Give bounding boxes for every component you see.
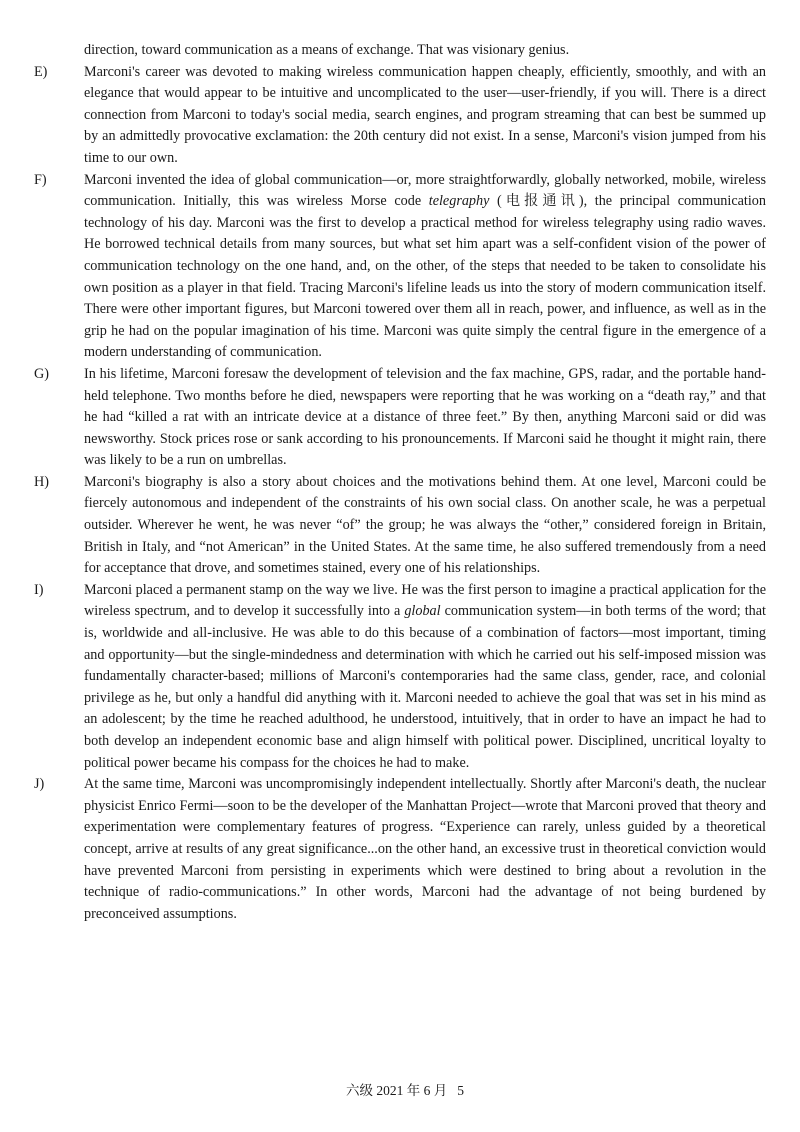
paragraph-label: F) [34, 171, 47, 188]
paragraph-label: J) [34, 776, 45, 793]
paragraph-text: Marconi's career was devoted to making wireless communication happen cheaply, efficiently, smoothly, and with an elegance that would appear to be intuitive and uncomplicated to the user—user-friendly, if you will. There is a direct connection from Marconi to today's social media, search engines, and program streaming that can best be summed up by an admittedly provocative exclamation: the 20th century did not exist. In a sense, Marconi's vision jumped from his time to our own. [84, 63, 766, 166]
page-footer [0, 1080, 800, 1102]
paragraph-label: G) [34, 365, 49, 382]
article-body [34, 40, 766, 925]
text-part: Marconi invented the idea of global communication—or, more straightforwardly, globally networked, mobile, wireless communication. Initially, this was wireless Morse code [84, 171, 766, 210]
paragraph-h [34, 472, 766, 580]
paragraph-g [34, 364, 766, 472]
paragraph-f [34, 170, 766, 364]
intro-fragment: direction, toward communication as a means of exchange. That was visionary genius. [84, 42, 570, 58]
text-part: communication system—in both terms of the word; that is, worldwide and all-inclusive. He was able to do this because of a combination of factors—most important, timing and opportunity—but the single-mindedness and determination with which he carried out his self-imposed mission was fundamentally character-based; millions of Marconi's contemporaries had the same class, gender, race, and colonial privilege as he, but only a handful did anything with it. Marconi needed to achieve the goal that was set in his mind as an adolescent; by the time he reached adulthood, he understood, intuitively, that in order to have an impact he had to both develop an independent economic base and align himself with political power. Disciplined, uncritical loyalty to political power became his compass for the choices he had to make. [84, 603, 766, 771]
paragraph-text [84, 580, 766, 774]
paragraph-label: H) [34, 473, 49, 490]
italic-term: telegraphy [428, 193, 490, 210]
exam-label: 六级 2021 年 6 月 [346, 1083, 448, 1098]
paragraph-e [34, 62, 766, 170]
paragraph-text: Marconi's biography is also a story about choices and the motivations behind them. At one level, Marconi could be fiercely autonomous and independent of the constraints of his own social class. On another scale, he was a perpetual outsider. Wherever he went, he was never “of” the group; he was always the “other,” considered foreign in Britain, British in Italy, and “not American” in the United States. At the same time, he also suffered tremendously from a need for acceptance that drove, and sometimes stained, every one of his relationships. [84, 473, 766, 577]
paragraph-text [84, 170, 766, 364]
paragraph-label: E) [34, 63, 48, 80]
paragraph-text: At the same time, Marconi was uncompromisingly independent intellectually. Shortly after Marconi's death, the nuclear physicist Enrico Fermi—soon to be the developer of the Manhattan Project—wrote that Marconi proved that theory and experimentation were complementary features of progress. “Experience can rarely, unless guided by a theoretical concept, arrive at results of any great significance...on the other hand, an excessive trust in theoretical conviction would have prevented Marconi from persisting in experiments which were destined to bring about a revolution in the technique of radio-communications.” In other words, Marconi had the advantage of not being burdened by preconceived assumptions. [84, 776, 766, 922]
paragraph-label: I) [34, 581, 44, 598]
paragraph-i [34, 580, 766, 774]
text-part: Marconi placed a permanent stamp on the way we live. He was the first person to imagine a practical application for the wireless spectrum, and to develop it successfully into a [84, 581, 766, 620]
page-number: 5 [457, 1083, 464, 1098]
paragraph-text: In his lifetime, Marconi foresaw the development of television and the fax machine, GPS, radar, and the portable hand-held telephone. Two months before he died, newspapers were reporting that he was working on a “death ray,” and that he had “killed a rat with an intricate device at a distance of three feet.” By then, anything Marconi said or did was newsworthy. Stock prices rose or sank according to his pronouncements. If Marconi said he thought it might rain, there was likely to be a run on umbrellas. [84, 365, 766, 469]
paragraph-j [34, 774, 766, 925]
text-part: (电报通讯), the principal communication technology of his day. Marconi was the first to develop a practical method for wireless telegraphy using radio waves. He borrowed technical details from many sources, but what set him apart was a self-confident vision of the power of communication technology on the one hand, and, on the other, of the steps that needed to be taken to consolidate his own position as a player in that field. Tracing Marconi's lifeline leads us into the story of modern communication itself. There were other important figures, but Marconi towered over them all in reach, power, and influence, as well as in the grip he had on the popular imagination of his time. Marconi was quite simply the central figure in the emergence of a modern understanding of communication. [84, 193, 766, 361]
italic-term: global [404, 603, 441, 620]
